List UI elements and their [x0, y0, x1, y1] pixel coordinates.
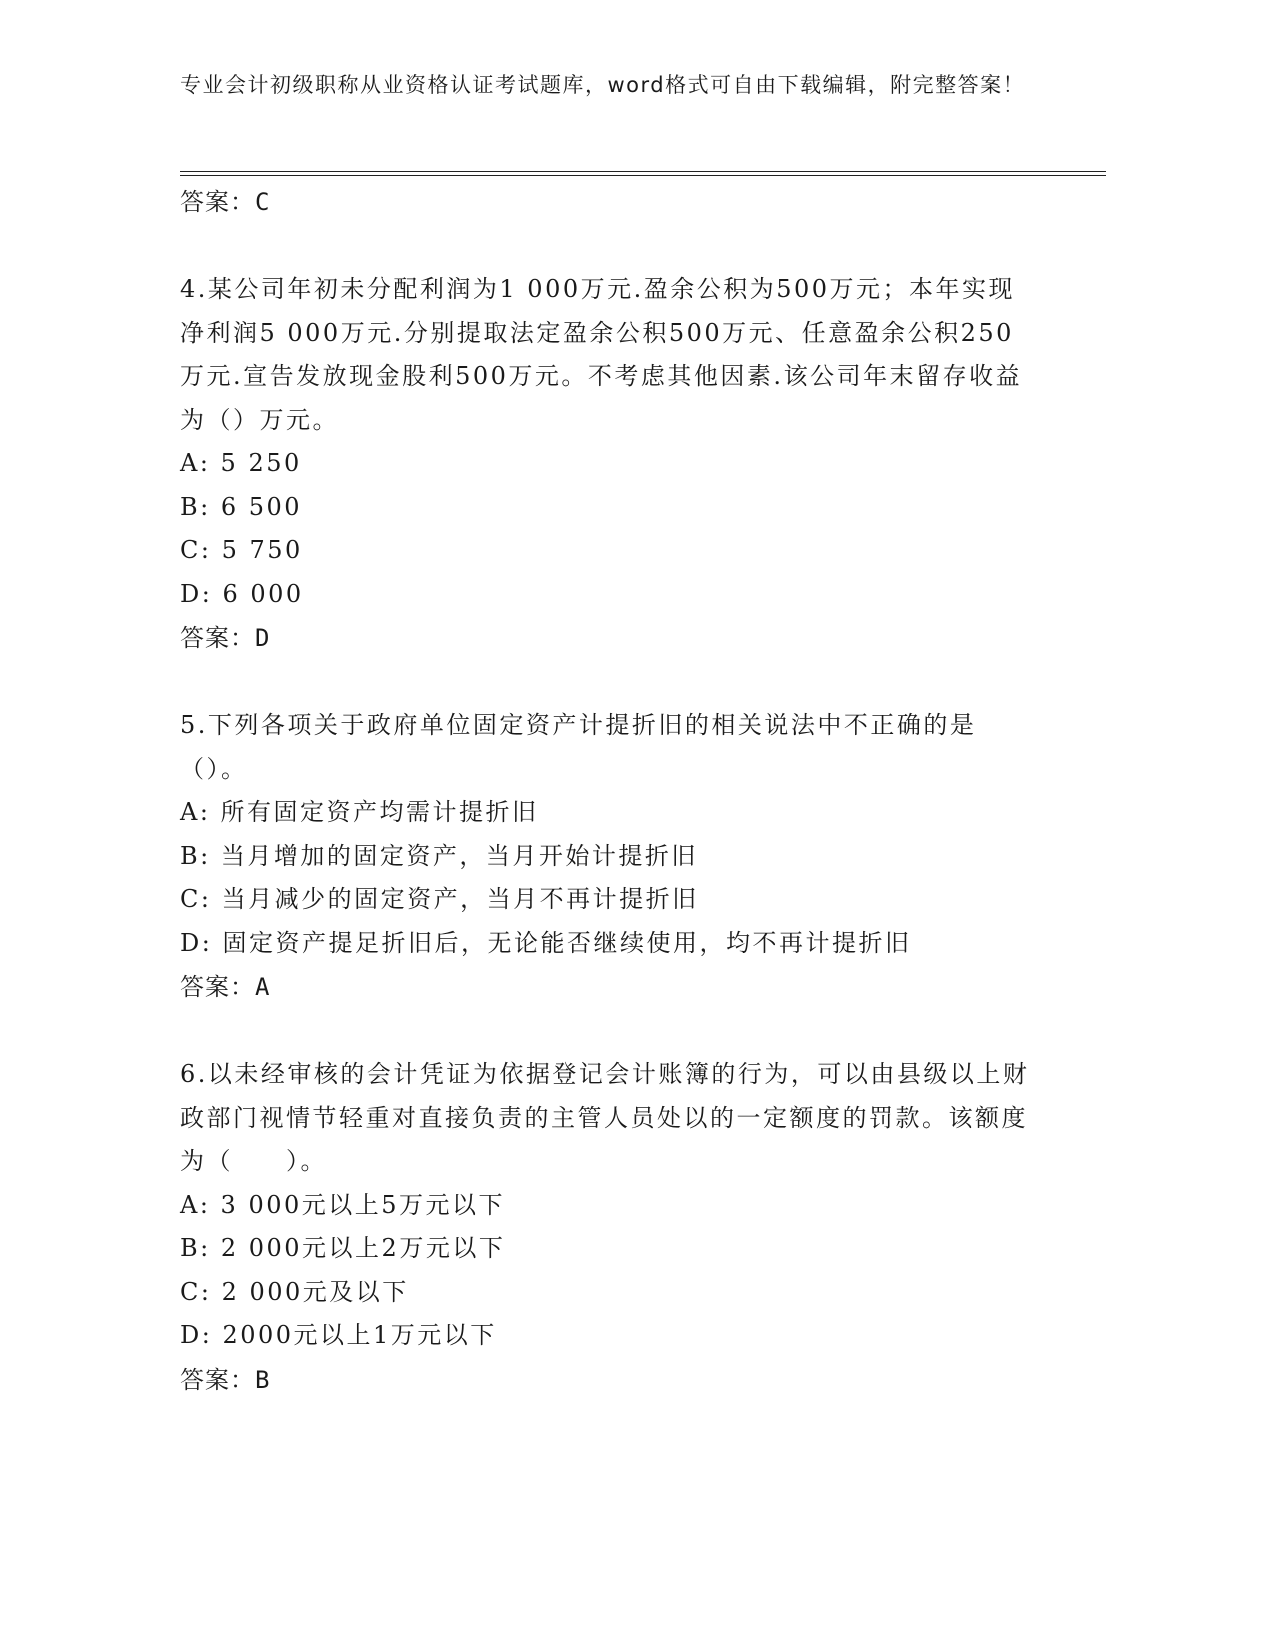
answer-line: 答案：C — [180, 188, 271, 216]
option-d: D: 2000元以上1万元以下 — [180, 1321, 497, 1349]
spacer — [180, 224, 1040, 268]
option-a: A: 5 250 — [180, 449, 302, 477]
answer-line: 答案：A — [180, 973, 271, 1001]
header-divider — [180, 171, 1106, 172]
spacer — [180, 660, 1040, 704]
question-list — [180, 180, 1040, 1402]
option-d: D: 固定资产提足折旧后，无论能否继续使用，均不再计提折旧 — [180, 928, 912, 957]
option-a: A: 3 000元以上5万元以下 — [180, 1190, 506, 1219]
question-block — [180, 268, 1040, 660]
header-divider-thin — [180, 175, 1106, 176]
option-b: B: 当月增加的固定资产，当月开始计提折旧 — [180, 841, 698, 870]
option-c: C: 2 000元及以下 — [180, 1277, 409, 1306]
option-d: D: 6 000 — [180, 579, 304, 608]
question-block — [180, 704, 1040, 1009]
question-stem: 4.某公司年初未分配利润为1 000万元.盈余公积为500万元；本年实现净利润5 000万元.分别提取法定盈余公积500万元、任意盈余公积250万元.宣告发放现金股利500万元。不考虑其他因素.该公司年末留存收益为（）万元。 — [180, 275, 1023, 434]
option-b: B: 6 500 — [180, 492, 303, 521]
answer-line: 答案：B — [180, 1365, 271, 1394]
header-text: 专业会计初级职称从业资格认证考试题库，word格式可自由下载编辑，附完整答案！ — [180, 73, 1026, 97]
document-header — [180, 70, 1030, 100]
option-b: B: 2 000元以上2万元以下 — [180, 1234, 506, 1262]
spacer — [180, 1009, 1040, 1053]
option-c: C: 当月减少的固定资产，当月不再计提折旧 — [180, 885, 699, 913]
option-a: A: 所有固定资产均需计提折旧 — [180, 798, 539, 826]
question-stem: 6.以未经审核的会计凭证为依据登记会计账簿的行为，可以由县级以上财政部门视情节轻重对直接负责的主管人员处以的一定额度的罚款。该额度为（ ）。 — [180, 1060, 1030, 1175]
option-c: C: 5 750 — [180, 536, 303, 564]
question-stem: 5.下列各项关于政府单位固定资产计提折旧的相关说法中不正确的是（）。 — [180, 711, 977, 783]
answer-line: 答案：D — [180, 624, 271, 652]
question-block — [180, 1053, 1040, 1402]
